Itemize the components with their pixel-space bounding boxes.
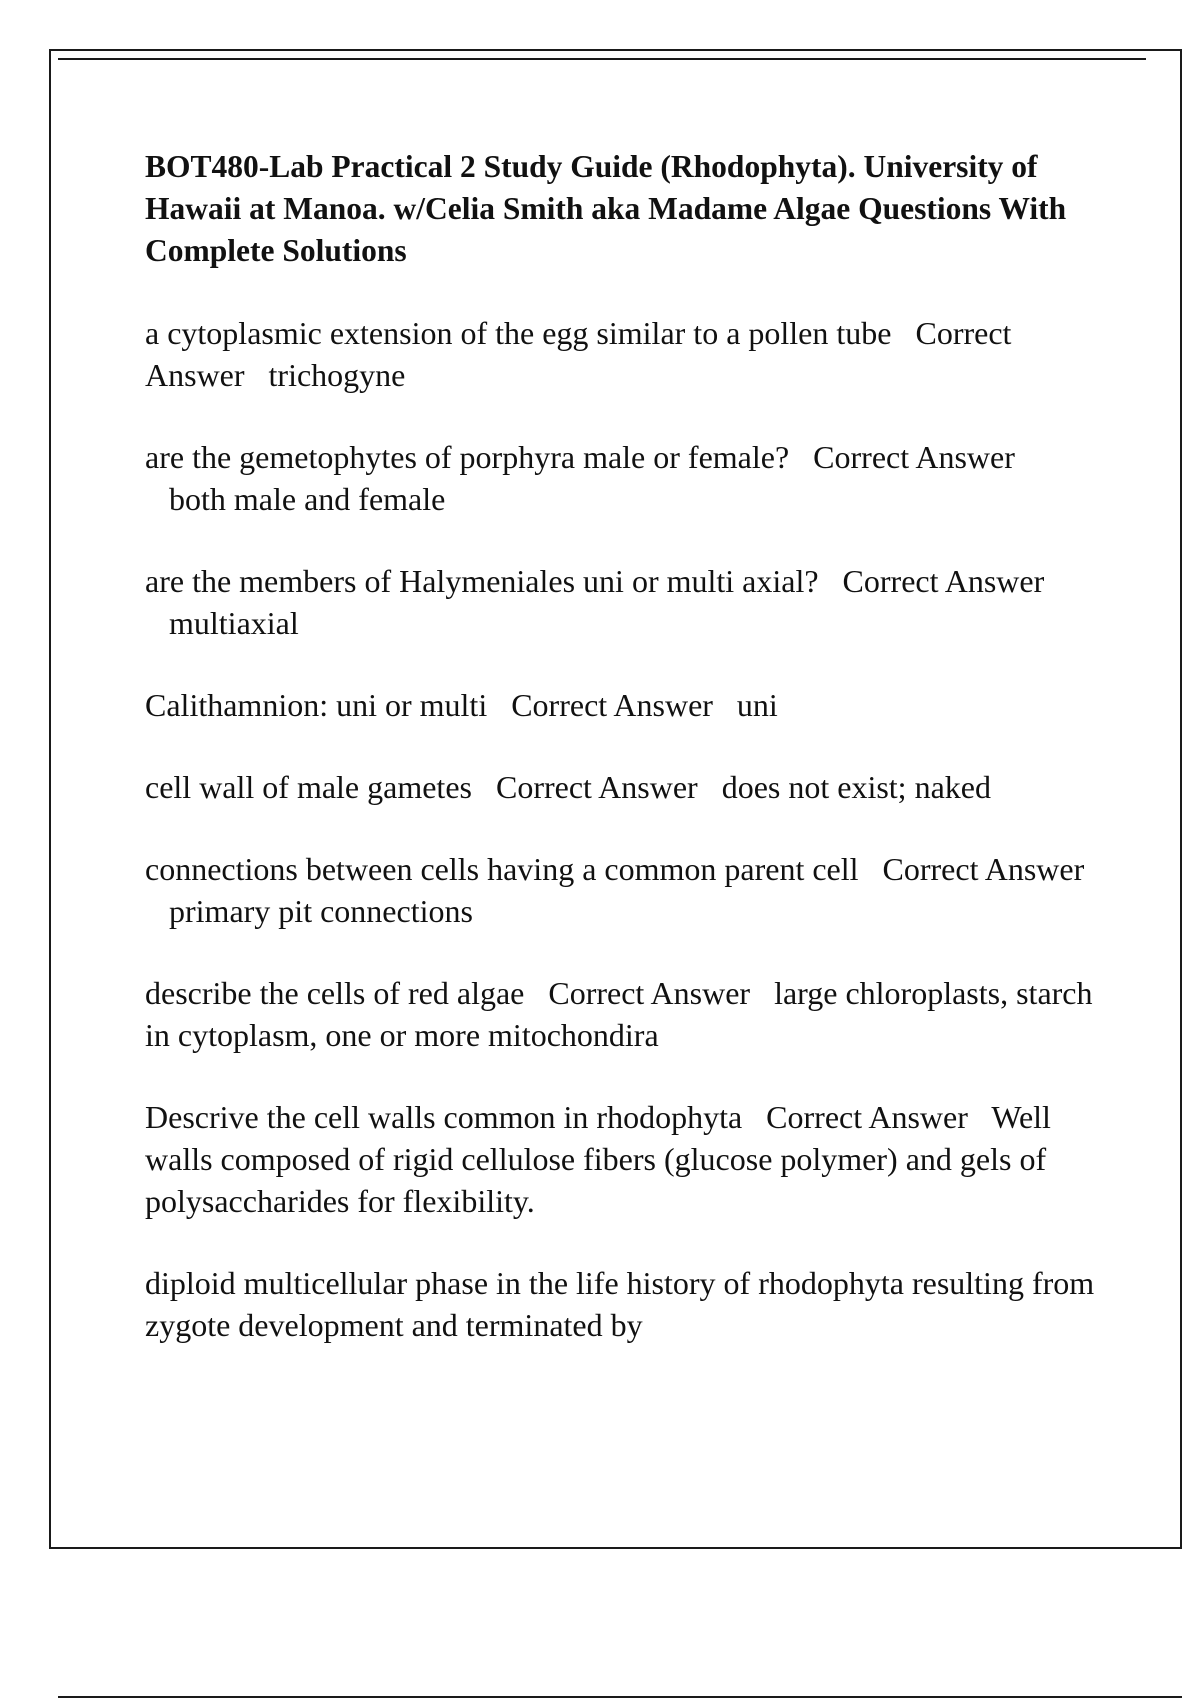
qa-item (145, 684, 1095, 726)
question-text: cell wall of male gametes (145, 769, 472, 805)
question-text: a cytoplasmic extension of the egg similar to a pollen tube (145, 315, 892, 351)
answer-text: both male and female (169, 481, 446, 517)
qa-item (145, 1096, 1095, 1222)
qa-item (145, 560, 1095, 644)
answer-label: Correct Answer (495, 769, 698, 805)
answer-label: Correct Answer (511, 687, 713, 723)
qa-item (145, 436, 1095, 520)
answer-text: large chloroplasts, starch in cytoplasm, one or more mitochondira (145, 975, 1093, 1053)
document-body (145, 146, 1095, 1386)
answer-text: does not exist; naked (721, 769, 991, 805)
qa-item (145, 848, 1095, 932)
question-text: diploid multicellular phase in the life history of rhodophyta resulting from zygote development and terminated by (145, 1265, 1095, 1343)
answer-text: uni (736, 687, 778, 723)
top-rule (58, 58, 1146, 60)
question-text: are the gemetophytes of porphyra male or female? (145, 439, 790, 475)
answer-label: Correct Answer (766, 1099, 968, 1135)
question-text: connections between cells having a common parent cell (145, 851, 859, 887)
answer-label: Correct Answer (145, 315, 1012, 393)
answer-label: Correct Answer (842, 563, 1045, 599)
answer-label: Correct Answer (813, 439, 1015, 475)
bottom-rule (58, 1696, 1182, 1698)
document-title: BOT480-Lab Practical 2 Study Guide (Rhodophyta). University of Hawaii at Manoa. w/Celia Smith aka Madame Algae Questions With Complete Solutions (145, 149, 1067, 268)
qa-item (145, 972, 1095, 1056)
qa-item (145, 312, 1095, 396)
question-text: Descrive the cell walls common in rhodophyta (145, 1099, 743, 1135)
qa-item (145, 766, 1095, 808)
question-text: are the members of Halymeniales uni or multi axial? (145, 563, 819, 599)
qa-item-partial (145, 1262, 1095, 1346)
question-text: Calithamnion: uni or multi (145, 687, 488, 723)
answer-text: multiaxial (169, 605, 299, 641)
answer-label: Correct Answer (882, 851, 1085, 887)
answer-text: Well walls composed of rigid cellulose fibers (glucose polymer) and gels of polysaccharides for flexibility. (145, 1099, 1051, 1219)
answer-text: trichogyne (268, 357, 406, 393)
question-text: describe the cells of red algae (145, 975, 525, 1011)
answer-text: primary pit connections (169, 893, 473, 929)
answer-label: Correct Answer (548, 975, 751, 1011)
